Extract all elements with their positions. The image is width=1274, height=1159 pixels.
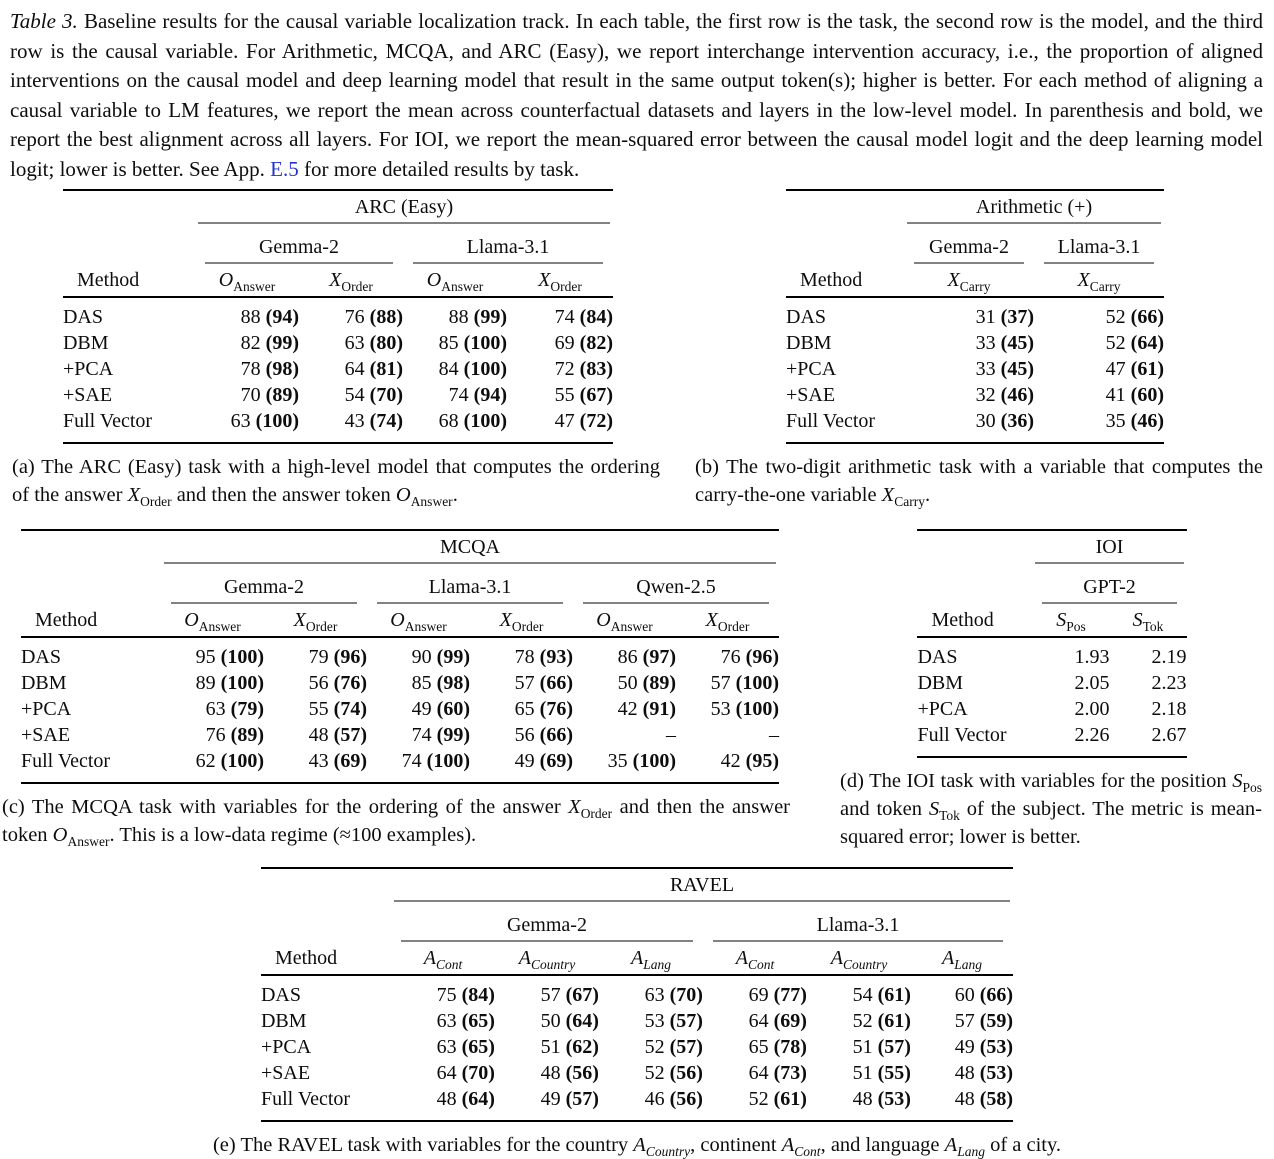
value-cell: 75 (84) (436, 984, 495, 1006)
value-cell: 90 (99) (411, 646, 470, 668)
subcaption-text: of a city. (984, 1134, 1062, 1156)
value-cell: 33 (45) (975, 358, 1034, 380)
value-cell: 60 (66) (954, 984, 1014, 1006)
model-header: Llama-3.1 (816, 914, 900, 936)
value-cell: 65 (78) (748, 1036, 807, 1058)
value-cell: 62 (100) (195, 750, 264, 772)
value-cell: 85 (98) (411, 672, 470, 694)
value-cell: 64 (69) (748, 1010, 807, 1032)
method-header: Method (63, 264, 195, 297)
model-header: Llama-3.1 (428, 576, 512, 598)
subcaption-text: and token (840, 798, 929, 820)
task-title-row (21, 530, 779, 564)
panel-d (800, 529, 1274, 851)
subcaption-text: . This is a low-data regime (≈100 examples). (109, 824, 477, 846)
math-variable: $O_{Answer}$ (395, 484, 453, 510)
value-cell: 47 (61) (1105, 358, 1164, 380)
appendix-link[interactable]: E.5 (270, 156, 299, 181)
method-cell: Full Vector (260, 1088, 351, 1110)
value-cell: 54 (61) (852, 984, 911, 1006)
variable-header: $A_{Cont}$ (391, 942, 495, 975)
method-cell: DAS (917, 646, 958, 668)
math-variable: $X_{Order}$ (127, 484, 172, 510)
value-cell: 76 (88) (344, 306, 403, 328)
table-row (21, 721, 779, 747)
table-row (917, 721, 1186, 757)
model-header: Gemma-2 (223, 576, 304, 598)
math-variable: $X_{Carry}$ (881, 484, 925, 510)
math-variable: $S_{Tok}$ (928, 798, 960, 824)
caption-label: Table 3. (10, 9, 78, 33)
value-cell: – (665, 724, 676, 746)
variable-header: $S_{Pos}$ (1032, 604, 1109, 637)
math-variable: $X_{Order}$ (568, 796, 613, 822)
method-cell: DAS (62, 306, 103, 328)
value-cell: 70 (89) (240, 384, 299, 406)
subcaption-text: (e) The RAVEL task with variables for the country (212, 1134, 634, 1156)
variable-header: $X_{Order}$ (264, 604, 367, 637)
value-cell: 1.93 (1074, 646, 1110, 668)
variable-header: $O_{Answer}$ (195, 264, 299, 297)
panel-a (0, 189, 676, 509)
value-cell: 69 (82) (554, 332, 613, 354)
value-cell: 74 (94) (448, 384, 507, 406)
subcaption-c (2, 793, 790, 849)
subcaption-text: , and language (820, 1134, 945, 1156)
value-cell: 49 (69) (514, 750, 573, 772)
value-cell: 50 (89) (617, 672, 676, 694)
variable-header-row (21, 604, 779, 637)
value-cell: 32 (46) (975, 384, 1034, 406)
value-cell: 56 (76) (308, 672, 367, 694)
model-header: Gemma-2 (506, 914, 587, 936)
method-cell: +PCA (260, 1036, 312, 1058)
value-cell: 47 (72) (554, 410, 613, 432)
model-header-row (21, 564, 779, 604)
value-cell: 52 (61) (748, 1088, 807, 1110)
value-cell: 64 (73) (748, 1062, 807, 1084)
panel-c (0, 529, 800, 849)
table-arithmetic (786, 189, 1164, 444)
value-cell: 85 (100) (438, 332, 507, 354)
value-cell: 79 (96) (308, 646, 367, 668)
method-cell: Full Vector (917, 724, 1007, 746)
task-title-row (786, 190, 1164, 224)
variable-header: $A_{Lang}$ (911, 942, 1013, 975)
variable-header: $A_{Lang}$ (599, 942, 703, 975)
table-row (786, 381, 1164, 407)
method-cell: DAS (20, 646, 61, 668)
value-cell: 48 (56) (540, 1062, 599, 1084)
math-variable: $A_{Cont}$ (781, 1134, 821, 1159)
tables-row-2 (0, 529, 1274, 851)
method-cell: +PCA (20, 698, 72, 720)
variable-header: $O_{Answer}$ (161, 604, 264, 637)
value-cell: 57 (59) (954, 1010, 1014, 1032)
model-header: GPT-2 (1083, 576, 1136, 598)
subcaption-text: and then the answer token (171, 484, 396, 506)
table-mcqa-container (0, 529, 800, 784)
method-cell: +PCA (917, 698, 968, 720)
value-cell: 89 (100) (195, 672, 264, 694)
value-cell: 49 (60) (411, 698, 470, 720)
table-ioi (917, 529, 1186, 758)
value-cell: 54 (70) (344, 384, 403, 406)
task-title: MCQA (439, 536, 500, 558)
method-cell: +PCA (786, 358, 837, 380)
table-row (21, 637, 779, 669)
table-ravel-container (0, 867, 1274, 1122)
task-title-row (261, 868, 1013, 902)
task-title: ARC (Easy) (354, 196, 454, 218)
subcaption-d (840, 767, 1262, 851)
task-title: RAVEL (669, 874, 735, 896)
subcaption-b (695, 453, 1263, 509)
subcaption-text: . (452, 484, 458, 506)
subcaption-text: (a) The ARC (Easy) task with a high-level model that computes the ordering of the answer (12, 456, 660, 506)
value-cell: 51 (57) (852, 1036, 911, 1058)
value-cell: 69 (77) (748, 984, 807, 1006)
value-cell: 2.26 (1074, 724, 1110, 746)
variable-header: $X_{Order}$ (507, 264, 613, 297)
model-header-row (261, 902, 1013, 942)
table-row (261, 1085, 1013, 1121)
value-cell: 57 (67) (540, 984, 599, 1006)
method-header: Method (21, 604, 161, 637)
value-cell: 51 (62) (540, 1036, 599, 1058)
math-variable: $S_{Pos}$ (1232, 770, 1262, 796)
value-cell: 74 (100) (401, 750, 470, 772)
value-cell: 63 (80) (344, 332, 403, 354)
value-cell: 42 (95) (720, 750, 779, 772)
math-variable: $A_{Lang}$ (944, 1134, 985, 1159)
value-cell: 57 (100) (710, 672, 779, 694)
value-cell: 2.23 (1151, 672, 1187, 694)
value-cell: 56 (66) (514, 724, 573, 746)
table-row (786, 297, 1164, 329)
value-cell: 63 (100) (230, 410, 299, 432)
model-header: Llama-3.1 (1057, 236, 1141, 258)
method-cell: DAS (786, 306, 827, 328)
value-cell: 52 (61) (852, 1010, 911, 1032)
value-cell: 49 (57) (540, 1088, 599, 1110)
table-row (261, 1033, 1013, 1059)
value-cell: 2.67 (1151, 724, 1187, 746)
table-row (63, 381, 613, 407)
value-cell: 63 (70) (644, 984, 703, 1006)
value-cell: 86 (97) (617, 646, 676, 668)
variable-header-row (63, 264, 613, 297)
model-header: Qwen-2.5 (636, 576, 716, 598)
task-title-row (917, 530, 1186, 564)
value-cell: 49 (53) (954, 1036, 1014, 1058)
value-cell: 76 (96) (720, 646, 779, 668)
value-cell: 53 (100) (710, 698, 779, 720)
value-cell: 78 (93) (514, 646, 573, 668)
subcaption-text: (b) The two-digit arithmetic task with a variable that computes the carry-the-one variable (695, 456, 1263, 506)
value-cell: 52 (56) (644, 1062, 703, 1084)
value-cell: 72 (83) (554, 358, 613, 380)
value-cell: 35 (100) (607, 750, 676, 772)
value-cell: 2.05 (1074, 672, 1110, 694)
value-cell: 63 (65) (436, 1036, 495, 1058)
table-row (63, 297, 613, 329)
table-row (786, 407, 1164, 443)
variable-header: $X_{Order}$ (299, 264, 403, 297)
value-cell: 42 (91) (617, 698, 676, 720)
model-header: Gemma-2 (258, 236, 339, 258)
value-cell: 55 (74) (308, 698, 367, 720)
value-cell: 63 (65) (436, 1010, 495, 1032)
method-cell: +SAE (20, 724, 71, 746)
value-cell: 82 (99) (240, 332, 299, 354)
value-cell: 48 (53) (852, 1088, 911, 1110)
value-cell: 48 (64) (436, 1088, 495, 1110)
value-cell: 33 (45) (975, 332, 1034, 354)
variable-header: $X_{Order}$ (470, 604, 573, 637)
subcaption-text: . (924, 484, 931, 506)
table-row (261, 975, 1013, 1007)
variable-header-row (786, 264, 1164, 297)
subcaption-a (12, 453, 660, 509)
value-cell: 64 (70) (436, 1062, 495, 1084)
table-arithmetic-container (676, 189, 1274, 444)
panel-b (676, 189, 1274, 509)
value-cell: 84 (100) (438, 358, 507, 380)
value-cell: 76 (89) (205, 724, 264, 746)
model-header-row (63, 224, 613, 264)
caption-body: Baseline results for the causal variable localization track. In each table, the first row is the task, the second row is the model, and the third row is the causal variable. For Arithmetic, MCQA, and ARC (Easy), we report interchange intervention accuracy, i.e., the proportion of aligned interventions on the causal model and deep learning model that result in the same output token(s); higher is better. For each method of aligning a causal variable to LM features, we report the mean across counterfactual datasets and layers in the low-level model. In parenthesis and bold, we report the best alignment across all layers. For IOI, we report the mean-squared error between the causal model logit and the deep learning model logit; lower is better. See App. (10, 9, 1263, 181)
value-cell: 74 (84) (554, 306, 613, 328)
table-row (786, 355, 1164, 381)
table-row (21, 669, 779, 695)
value-cell: 50 (64) (540, 1010, 599, 1032)
table-row (261, 1007, 1013, 1033)
table-row (63, 407, 613, 443)
value-cell: 78 (98) (240, 358, 299, 380)
value-cell: 88 (99) (448, 306, 507, 328)
value-cell: 64 (81) (344, 358, 403, 380)
value-cell: 52 (57) (644, 1036, 703, 1058)
value-cell: 48 (53) (954, 1062, 1014, 1084)
method-cell: DBM (20, 672, 67, 694)
variable-header: $O_{Answer}$ (367, 604, 470, 637)
task-title: Arithmetic (+) (975, 196, 1093, 218)
subcaption-text: (c) The MCQA task with variables for the ordering of the answer (2, 796, 569, 818)
value-cell: 68 (100) (438, 410, 507, 432)
subcaption-text: , continent (690, 1134, 782, 1156)
method-header: Method (261, 942, 391, 975)
value-cell: 35 (46) (1105, 410, 1164, 432)
table-row (261, 1059, 1013, 1085)
value-cell: 63 (79) (205, 698, 264, 720)
value-cell: – (769, 724, 779, 746)
table-arc-easy-container (0, 189, 676, 444)
value-cell: 2.00 (1074, 698, 1110, 720)
subcaption-text: (d) The IOI task with variables for the position (840, 770, 1233, 792)
variable-header: $A_{Country}$ (807, 942, 911, 975)
method-cell: DBM (260, 1010, 307, 1032)
variable-header: $O_{Answer}$ (573, 604, 676, 637)
method-cell: DBM (62, 332, 109, 354)
value-cell: 53 (57) (644, 1010, 703, 1032)
table-row (917, 669, 1186, 695)
table-ioi-container (830, 529, 1274, 758)
value-cell: 55 (67) (554, 384, 613, 406)
table-main-caption (10, 7, 1263, 184)
model-header-row (786, 224, 1164, 264)
method-cell: Full Vector (20, 750, 111, 772)
method-cell: +SAE (260, 1062, 311, 1084)
value-cell: 46 (56) (644, 1088, 703, 1110)
model-header: Llama-3.1 (466, 236, 550, 258)
model-header: Gemma-2 (929, 236, 1009, 258)
method-cell: DBM (786, 332, 832, 354)
tables-row-1 (0, 189, 1274, 509)
table-row (21, 695, 779, 721)
table-arc-easy (63, 189, 613, 444)
method-header: Method (917, 604, 1032, 637)
value-cell: 2.19 (1151, 646, 1187, 668)
variable-header: $S_{Tok}$ (1109, 604, 1186, 637)
value-cell: 43 (74) (344, 410, 403, 432)
task-title-row (63, 190, 613, 224)
value-cell: 57 (66) (514, 672, 573, 694)
panel-e (0, 867, 1274, 1159)
variable-header: $O_{Answer}$ (403, 264, 507, 297)
method-cell: Full Vector (786, 410, 876, 432)
value-cell: 88 (94) (240, 306, 299, 328)
model-header-row (917, 564, 1186, 604)
value-cell: 52 (64) (1105, 332, 1164, 354)
method-cell: DBM (917, 672, 964, 694)
method-header: Method (786, 264, 904, 297)
value-cell: 2.18 (1151, 698, 1187, 720)
value-cell: 31 (37) (975, 306, 1034, 328)
value-cell: 65 (76) (514, 698, 573, 720)
subcaption-text: and then the answer token (2, 796, 790, 846)
variable-header: $X_{Carry}$ (904, 264, 1034, 297)
variable-header: $A_{Cont}$ (703, 942, 807, 975)
value-cell: 48 (58) (954, 1088, 1014, 1110)
variable-header: $X_{Order}$ (676, 604, 779, 637)
method-cell: +SAE (786, 384, 836, 406)
value-cell: 30 (36) (975, 410, 1034, 432)
method-cell: +SAE (62, 384, 113, 406)
math-variable: $A_{Country}$ (633, 1134, 691, 1159)
value-cell: 95 (100) (195, 646, 264, 668)
variable-header-row (261, 942, 1013, 975)
subcaption-text: of the subject. The metric is mean-squared error; lower is better. (840, 798, 1262, 848)
math-variable: $O_{Answer}$ (52, 824, 110, 850)
value-cell: 51 (55) (852, 1062, 911, 1084)
value-cell: 43 (69) (308, 750, 367, 772)
method-cell: DAS (260, 984, 301, 1006)
table-row (917, 637, 1186, 669)
task-title: IOI (1095, 536, 1124, 558)
variable-header: $A_{Country}$ (495, 942, 599, 975)
value-cell: 52 (66) (1105, 306, 1164, 328)
value-cell: 48 (57) (308, 724, 367, 746)
method-cell: +PCA (62, 358, 114, 380)
method-cell: Full Vector (62, 410, 153, 432)
page (0, 7, 1274, 1159)
table-mcqa (21, 529, 779, 784)
table-row (21, 747, 779, 783)
table-row (63, 355, 613, 381)
table-row (63, 329, 613, 355)
variable-header-row (917, 604, 1186, 637)
table-ravel (261, 867, 1013, 1122)
subcaption-e (20, 1131, 1254, 1159)
table-row (786, 329, 1164, 355)
caption-tail: for more detailed results by task. (298, 156, 580, 181)
table-row (917, 695, 1186, 721)
value-cell: 74 (99) (411, 724, 470, 746)
variable-header: $X_{Carry}$ (1034, 264, 1164, 297)
value-cell: 41 (60) (1105, 384, 1164, 406)
